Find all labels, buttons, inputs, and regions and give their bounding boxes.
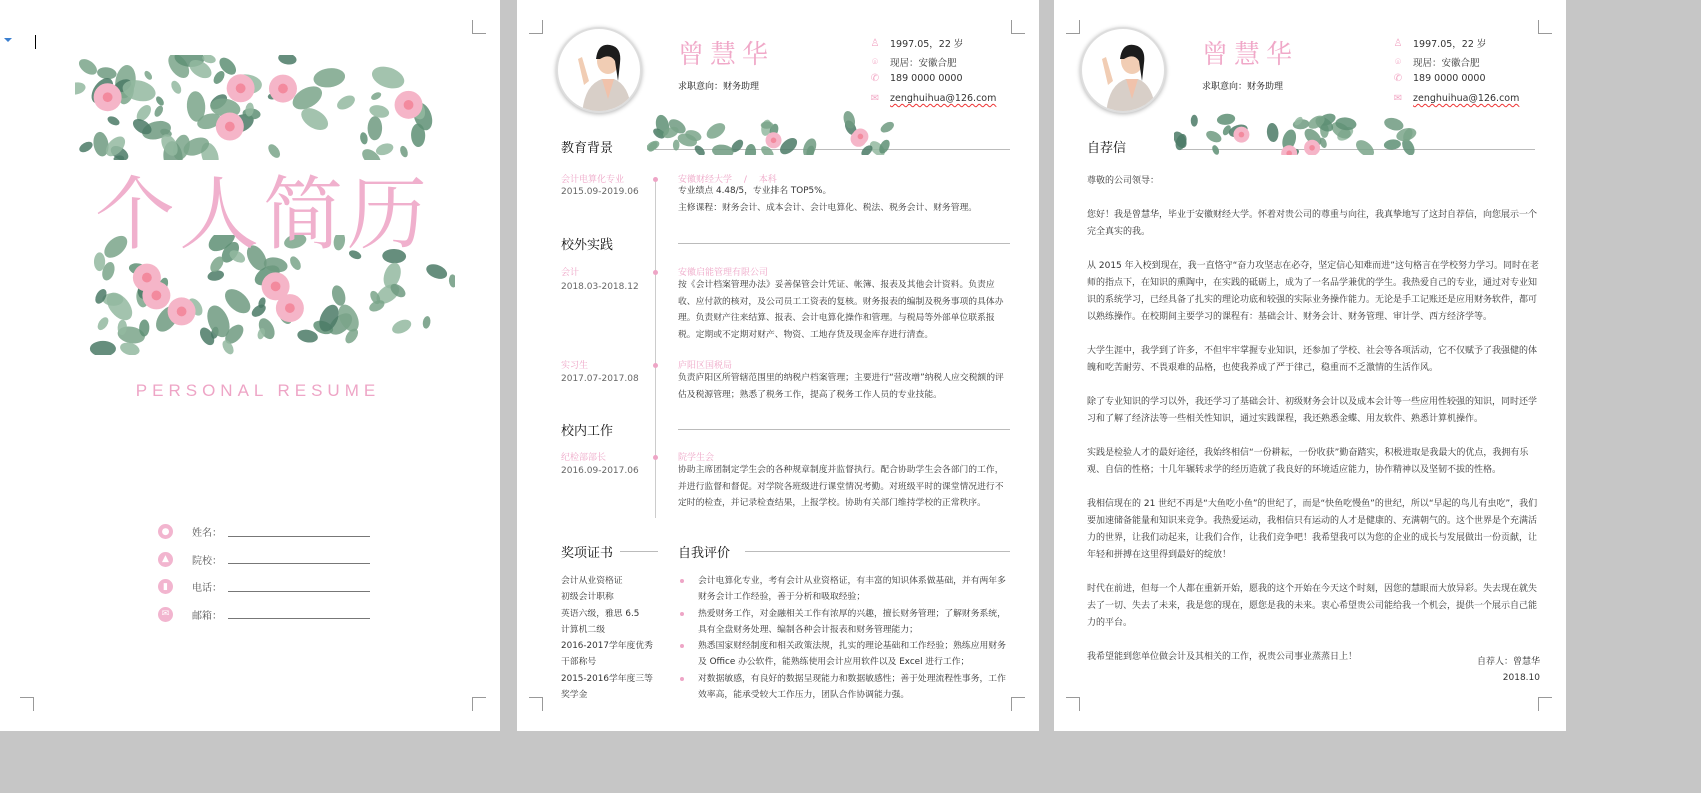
- leaf-shape: [153, 104, 165, 118]
- flower-center: [1239, 132, 1245, 138]
- letter-date: 2018.10: [1502, 673, 1540, 683]
- leaf-shape: [369, 63, 407, 93]
- letter-signer: 自荐人：曾慧华: [1476, 657, 1540, 667]
- corner-mark: [1011, 697, 1025, 711]
- section-title-awards: 奖项证书: [561, 546, 614, 561]
- leaf-shape: [1383, 139, 1401, 151]
- education-gpa: 专业绩点 4.48/5，专业排名 TOP5%。: [678, 186, 832, 196]
- graduation-cap-icon: ▲: [158, 552, 173, 567]
- flower-center: [225, 122, 235, 132]
- campus-org: 院学生会: [678, 453, 715, 463]
- flower-center: [858, 134, 864, 140]
- phone: 189 0000 0000: [890, 73, 963, 84]
- leaf-shape: [75, 81, 87, 97]
- page-cover-letter[interactable]: [1054, 0, 1566, 731]
- location-pin-icon: ⌾: [872, 56, 878, 68]
- flower-center: [404, 100, 414, 110]
- leaf-shape: [169, 79, 183, 95]
- cover-field-label: 邮箱：: [192, 610, 222, 622]
- letter-paragraph: 从 2015 年入校到现在，我一直恪守“奋力攻坚志在必夺，坚定信心知难而进”这句格言在学校努力学习。同时在老师的指点下，在知识的熏陶中，在实践的砥砺上，成为了一名品学兼优的学生。我热爱自己的专业，通过对专业知识的系统学习，已经具备了扎实的理论功底和较强的实际业务操作能力。无论是手工记账还是应用财务软件，都可以熟练操作。在校期间主要学习的课程有：基础会计、财务会计、财务管理、审计学、西方经济学等。: [1087, 261, 1539, 322]
- email: zenghuihua@126.com: [1413, 93, 1520, 104]
- divider: [678, 243, 1010, 244]
- flower-center: [142, 273, 152, 283]
- self-eval-item: 熟悉国家财经制度和相关政策法规，扎实的理论基础和工作经验；熟练应用财务及 Office 办公软件，能熟练使用会计应用软件以及 Excel 进行工作；: [678, 638, 1011, 671]
- leaf-shape: [448, 274, 455, 288]
- flower-center: [271, 281, 281, 291]
- floral-decoration-header: [647, 100, 897, 155]
- practice-date: 2018.03-2018.12: [561, 282, 639, 292]
- award-item: 2016-2017学年度优秀干部称号: [561, 641, 653, 668]
- page-cover[interactable]: [0, 0, 500, 731]
- birth-age: 1997.05，22 岁: [890, 39, 964, 50]
- margin-marker-icon: [4, 38, 12, 42]
- flower-center: [278, 84, 288, 94]
- leaf-shape: [330, 284, 348, 308]
- person-photo-icon: [1082, 29, 1166, 113]
- campus-role: 纪检部部长: [561, 453, 607, 463]
- email: zenghuihua@126.com: [890, 93, 997, 104]
- flower-center: [103, 92, 113, 102]
- leaf-shape: [76, 56, 100, 78]
- leaf-shape: [211, 69, 226, 86]
- cover-field-input[interactable]: [228, 554, 370, 564]
- campus-desc: 协助主席团制定学生会的各种规章制度并监督执行。配合协助学生会各部门的工作，并进行监督和督促。对学院各班级进行课堂情况考勤。对班级平时的课堂情况进行不定时的检查，并记录检查结果，上报学校。协助有关部门维持学校的正常秩序。: [678, 465, 1004, 508]
- leaf-shape: [312, 66, 346, 89]
- timeline-dot: [653, 363, 658, 368]
- cover-subtitle: PERSONAL RESUME: [135, 381, 381, 400]
- corner-mark: [472, 697, 486, 711]
- mail-icon: ✉: [870, 93, 880, 104]
- education-major: 会计电算化专业: [561, 175, 625, 185]
- cover-field-input[interactable]: [228, 527, 370, 537]
- leaf-shape: [370, 91, 383, 102]
- flower-center: [285, 303, 295, 313]
- phone-icon: ✆: [870, 73, 880, 84]
- divider: [620, 551, 658, 552]
- flower-center: [151, 291, 161, 301]
- award-item: 会计从业资格证: [561, 576, 623, 586]
- leaf-shape: [77, 140, 94, 155]
- mail-icon: ✉: [158, 607, 173, 622]
- practice-org: 安徽启能管理有限公司: [678, 268, 769, 278]
- leaf-shape: [90, 341, 116, 355]
- self-eval-item: 会计电算化专业，考有会计从业资格证，有丰富的知识体系做基础，并有两年多财务会计工作经验，善于分析和吸取经验；: [678, 573, 1011, 606]
- corner-mark: [1066, 20, 1080, 34]
- practice-role: 会计: [561, 268, 580, 278]
- person-icon: ♙: [1393, 37, 1403, 49]
- profile-photo: [556, 27, 642, 113]
- letter-paragraph: 大学生涯中，我学到了许多，不但牢牢掌握专业知识，还参加了学校、社会等各项活动，它不仅赋予了我强健的体魄和吃苦耐劳、不畏艰难的品格，也使我养成了严于律己，稳重而不乏激情的生活作风。: [1087, 346, 1538, 373]
- timeline-line: [655, 178, 656, 518]
- letter-paragraph: 您好！我是曾慧华，毕业于安徽财经大学。怀着对贵公司的尊重与向往，我真挚地写了这封自荐信，向您展示一个完全真实的我。: [1087, 210, 1538, 237]
- timeline-dot: [653, 270, 658, 275]
- leaf-shape: [220, 284, 254, 317]
- award-item: 计算机二级: [561, 624, 605, 635]
- self-eval-item: 热爱财务工作，对金融相关工作有浓厚的兴趣，擅长财务管理；了解财务系统，具有全盘财务处理、编制各种会计报表和财务管理能力；: [678, 606, 1011, 639]
- section-title-campus: 校内工作: [561, 424, 614, 439]
- location: 现居：安徽合肥: [1413, 58, 1480, 69]
- divider: [745, 551, 1010, 552]
- practice-org: 庐阳区国税局: [678, 361, 733, 371]
- letter-title: 自荐信: [1087, 141, 1127, 156]
- leaf-shape: [154, 95, 165, 107]
- education-courses: 主修课程：财务会计、成本会计、会计电算化、税法、税务会计、财务管理。: [678, 202, 978, 213]
- education-desc: [678, 183, 1011, 216]
- leaf-shape: [95, 315, 110, 332]
- education-date: 2015.09-2019.06: [561, 187, 639, 197]
- leaf-shape: [390, 317, 413, 337]
- leaf-shape: [801, 136, 819, 155]
- practice-date: 2017.07-2017.08: [561, 374, 639, 384]
- leaf-shape: [693, 144, 707, 155]
- leaf-shape: [359, 132, 368, 145]
- leaf-shape: [335, 93, 358, 113]
- flower-center: [177, 307, 187, 317]
- profile-name: 曾慧华: [1202, 40, 1299, 70]
- leaf-shape: [1216, 113, 1236, 126]
- timeline-dot: [653, 455, 658, 460]
- corner-mark: [1538, 697, 1552, 711]
- floral-decoration-header: [1174, 100, 1424, 155]
- cover-field-label: 院校：: [192, 555, 222, 567]
- campus-date: 2016.09-2017.06: [561, 466, 639, 476]
- timeline-dot: [653, 177, 658, 182]
- flower-center: [1309, 145, 1315, 151]
- phone-icon: ▮: [158, 579, 173, 594]
- flower-center: [236, 83, 246, 93]
- job-intention: 求职意向：财务助理: [678, 82, 760, 92]
- self-eval-item: 对数据敏感，有良好的数据呈现能力和数据敏感性；善于处理流程性事务，工作效率高，能承受较大工作压力，团队合作协调能力强。: [678, 671, 1011, 704]
- section-title-self-eval: 自我评价: [678, 546, 731, 561]
- self-eval-list: [678, 573, 1011, 703]
- flower-center: [771, 137, 777, 143]
- cover-title: 个人简历: [95, 168, 431, 261]
- awards-list: [561, 573, 661, 703]
- leaf-shape: [1204, 129, 1223, 145]
- cover-field-input[interactable]: [228, 582, 370, 592]
- profile-name: 曾慧华: [678, 40, 775, 70]
- letter-salutation: 尊敬的公司领导：: [1087, 176, 1160, 186]
- leaf-shape: [1211, 144, 1221, 155]
- cover-field-row: [158, 524, 370, 539]
- person-icon: ♙: [870, 37, 880, 49]
- birth-age: 1997.05，22 岁: [1413, 39, 1487, 50]
- leaf-shape: [296, 328, 319, 344]
- profile-photo: [1080, 27, 1166, 113]
- education-school: 安徽财经大学 / 本科: [678, 175, 777, 185]
- leaf-shape: [422, 316, 432, 330]
- letter-signature: [1477, 654, 1540, 686]
- location-pin-icon: ⌾: [1395, 56, 1401, 68]
- letter-paragraph: 我相信现在的 21 世纪不再是“大鱼吃小鱼”的世纪了，而是“快鱼吃慢鱼”的世纪，所以“早起的鸟儿有虫吃”，我们要加速储备能量和知识来竞争。我热爱运动，我相信只有运动的人才是健康的、充满朝气的。这个世界是个充满活力的世界，让我们动起来，让我们合作，让我们竞争吧！我希望我可以为您的企业的成长与发展做出一份贡献，让年轻和拼搏在这里得到最好的绽放！: [1087, 499, 1538, 560]
- floral-decoration-top: [75, 55, 445, 160]
- letter-body: [1087, 173, 1542, 683]
- leaf-shape: [879, 120, 896, 135]
- cover-field-row: [158, 607, 370, 622]
- leaf-shape: [704, 120, 728, 142]
- location: 现居：安徽合肥: [890, 58, 957, 69]
- corner-mark: [472, 20, 486, 34]
- letter-paragraph: 除了专业知识的学习以外，我还学习了基础会计、初级财务会计以及成本会计等一些应用性较强的知识，同时还学习和了解了经济法等一些相关性知识，通过实践课程，我还熟悉金蝶、用友软件、熟悉计算机操作。: [1087, 397, 1538, 424]
- user-icon: ●: [158, 524, 173, 539]
- practice-desc: 按《会计档案管理办法》妥善保管会计凭证、帐簿、报表及其他会计资料。负责应收、应付款的核对，及公司员工工资表的复核。财务报表的编制及税务事项的具体办理。负责财产往来结算、报表、会计电算化操作和管理。与税局等外部单位联系报税。定期或不定期对财产、物资、工地存货及现金库存进行清查。: [678, 280, 1004, 340]
- divider: [678, 429, 1010, 430]
- letter-paragraph: 我希望能到您单位做会计及其相关的工作，祝贵公司事业蒸蒸日上！: [1087, 652, 1358, 662]
- practice-role: 实习生: [561, 361, 589, 371]
- cover-field-row: [158, 579, 370, 594]
- award-item: 英语六级，雅思 6.5: [561, 608, 640, 619]
- leaf-shape: [744, 143, 757, 155]
- section-title-practice: 校外实践: [561, 238, 614, 253]
- section-title-education: 教育背景: [561, 141, 614, 156]
- cover-field-label: 姓名：: [192, 528, 222, 539]
- cover-field-input[interactable]: [228, 609, 370, 619]
- corner-mark: [1538, 20, 1552, 34]
- award-item: 初级会计职称: [561, 592, 614, 603]
- practice-desc: 负责庐阳区所管辖范围里的纳税户档案管理；主要进行“营改增”纳税人应交税额的评估及税源管理；熟悉了税务工作，提高了税务工作人员的专业技能。: [678, 373, 1004, 400]
- job-intention: 求职意向：财务助理: [1202, 82, 1284, 92]
- corner-mark: [529, 697, 543, 711]
- phone-icon: ✆: [1393, 73, 1403, 84]
- leaf-shape: [368, 103, 390, 119]
- award-item: 2015-2016学年度三等奖学金: [561, 673, 653, 701]
- leaf-shape: [711, 143, 734, 155]
- corner-mark: [529, 20, 543, 34]
- cover-field-row: [158, 552, 370, 567]
- letter-paragraph: 时代在前进，但每一个人都在重新开始，愿我的这个开始在今天这个时刻，因您的慧眼而大放异彩。失去现在就失去了一切、失去了未来，我是您的现在，愿您是我的未来。衷心希望贵公司能给我一个机会，提供一个展示自己能力的平台。: [1087, 584, 1538, 628]
- leaf-shape: [143, 70, 154, 82]
- person-photo-icon: [558, 29, 642, 113]
- page-resume[interactable]: [517, 0, 1039, 731]
- leaf-shape: [106, 114, 121, 127]
- phone: 189 0000 0000: [1413, 73, 1486, 84]
- cover-field-label: 电话：: [192, 583, 222, 594]
- text-cursor: [35, 35, 36, 49]
- corner-mark: [1066, 697, 1080, 711]
- leaf-shape: [277, 55, 297, 66]
- mail-icon: ✉: [1393, 93, 1403, 104]
- leaf-shape: [367, 116, 382, 140]
- leaf-shape: [1266, 122, 1279, 142]
- leaf-shape: [1353, 137, 1377, 155]
- leaf-shape: [673, 140, 680, 151]
- corner-mark: [20, 697, 34, 711]
- corner-mark: [1011, 20, 1025, 34]
- leaf-shape: [1191, 115, 1198, 127]
- letter-paragraph: 实践是检验人才的最好途径，我始终相信“一份耕耘，一份收获”勤奋踏实，积极进取是我最大的优点，我拥有乐观、自信的性格；十几年辗转求学的经历造就了我良好的环境适应能力，协作精神以及坚韧不拔的性格。: [1087, 448, 1529, 475]
